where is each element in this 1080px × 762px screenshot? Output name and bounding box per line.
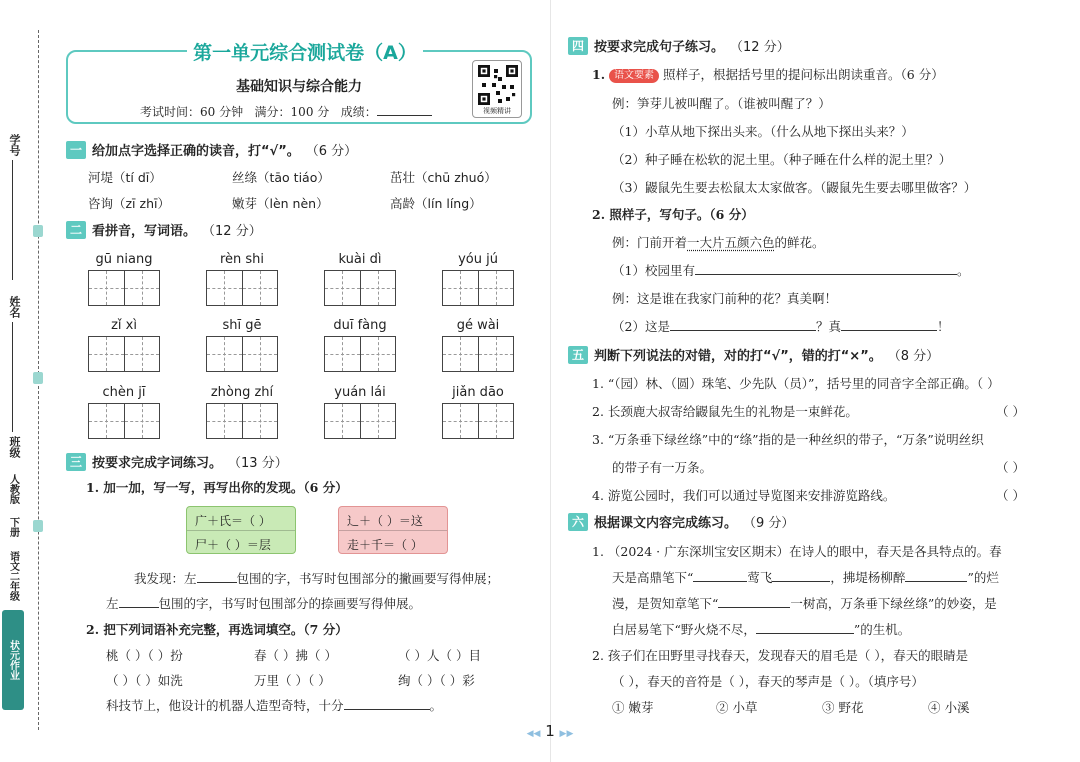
pinyin-label: jiǎn dāo xyxy=(452,385,504,400)
writing-grid[interactable] xyxy=(206,336,278,372)
poem-text: ，拂堤杨柳醉 xyxy=(830,570,906,585)
section-number: 三 xyxy=(66,453,86,471)
section-points: （6 分） xyxy=(305,144,358,159)
page-title: 第一单元综合测试卷（A） xyxy=(187,38,423,65)
pinyin-label: rèn shi xyxy=(219,252,265,267)
section-2-header xyxy=(66,220,262,239)
writing-grid[interactable] xyxy=(324,336,396,372)
question-text: 照样子，根据括号里的提问标出朗读重音。（6 分） xyxy=(663,67,944,82)
page-subtitle: 基础知识与综合能力 xyxy=(236,79,362,95)
stress-item[interactable]: （1）小草从地下探出头来。（什么从地下探出头来？） xyxy=(612,124,914,139)
student-id-label: 学号 xyxy=(8,134,21,156)
choice-item[interactable]: 丝绦（tāo tiáo） xyxy=(232,170,330,185)
item-text: ！ xyxy=(936,319,950,334)
poem-text: 白居易笔下“野火烧不尽， xyxy=(612,622,756,637)
item-text: （1）校园里有 xyxy=(612,263,695,278)
margin-mark xyxy=(33,372,43,384)
brand-volume: 下册 xyxy=(7,517,19,537)
section-title: 根据课文内容完成练习。 xyxy=(594,516,738,531)
stress-item[interactable]: （2）种子睡在松软的泥土里。（种子睡在什么样的泥土里？） xyxy=(612,152,952,167)
question-3-2: 2. 把下列词语补充完整，再选词填空。（7 分） xyxy=(86,622,348,637)
section-title: 判断下列说法的对错，对的打“√”，错的打“×”。 xyxy=(594,349,882,364)
answer-blank[interactable] xyxy=(695,263,957,275)
qr-label: 视频精讲 xyxy=(483,107,511,115)
judge-item[interactable]: 1. “（园）林、（圆）珠笔、少先队（员）”，括号里的同音字全部正确。（ ） xyxy=(592,376,1000,391)
answer-blank[interactable] xyxy=(772,570,830,582)
writing-grid[interactable] xyxy=(442,270,514,306)
writing-grid[interactable] xyxy=(88,336,160,372)
pinyin-label: yóu jú xyxy=(458,252,498,267)
title-band xyxy=(140,38,470,64)
section-number: 六 xyxy=(568,513,588,531)
pinyin-label: kuài dì xyxy=(338,252,382,267)
student-id-line xyxy=(12,160,13,280)
class-label: 班级 xyxy=(8,436,21,458)
judge-item[interactable]: 2. 长颈鹿大叔寄给鼹鼠先生的礼物是一束鲜花。 xyxy=(592,404,858,419)
divider xyxy=(187,530,295,531)
answer-blank[interactable] xyxy=(718,596,790,608)
formula-box-green xyxy=(186,506,296,554)
pinyin-label: shī gē xyxy=(222,318,262,333)
poem-line-1: 1. （2024 · 广东深圳宝安区期末）在诗人的眼中，春天是各具特点的。春 xyxy=(592,544,1002,559)
poem-line-3 xyxy=(612,596,997,611)
pinyin-label: zǐ xì xyxy=(111,318,137,333)
prev-arrow-icon: ◀◀ xyxy=(526,729,541,739)
score-label: 成绩： xyxy=(340,105,377,119)
emphasis-text: 一大片五颜六色 xyxy=(687,235,775,250)
section-title: 给加点字选择正确的读音，打“√”。 xyxy=(92,144,300,159)
writing-grid[interactable] xyxy=(324,270,396,306)
answer-blank[interactable] xyxy=(344,698,430,710)
section-points: （9 分） xyxy=(743,516,795,531)
judge-item[interactable]: 4. 游览公园时，我们可以通过导览图来安排游览路线。 xyxy=(592,488,896,503)
example-sentence-3: 例：这是谁在我家门前种的花？真美啊！ xyxy=(612,291,838,306)
pinyin-label: gū niang xyxy=(95,252,153,267)
poem-text: 天是高鼎笔下“ xyxy=(612,570,694,585)
formula[interactable]: 走＋千＝（ ） xyxy=(347,538,423,552)
score-blank[interactable] xyxy=(377,115,432,116)
page-number: 1 xyxy=(545,722,555,740)
writing-grid[interactable] xyxy=(324,403,396,439)
answer-blank[interactable] xyxy=(841,319,937,331)
example-text: 例：门前开着 xyxy=(612,235,688,250)
binding-margin xyxy=(0,0,60,762)
section-title: 按要求完成字词练习。 xyxy=(92,456,223,471)
exam-time: 考试时间：60 分钟 xyxy=(140,105,244,119)
stress-item[interactable]: （3）鼹鼠先生要去松鼠太太家做客。（鼹鼠先生要去哪里做客？） xyxy=(612,180,977,195)
title-deco-left xyxy=(140,50,185,52)
poem-text: ”的生机。 xyxy=(853,622,911,637)
formula-box-pink xyxy=(338,506,448,554)
finding-line-1 xyxy=(134,571,499,586)
section-4-header xyxy=(568,36,790,55)
writing-grid[interactable] xyxy=(442,336,514,372)
next-arrow-icon: ▶▶ xyxy=(559,729,574,739)
option-item: ② 小草 xyxy=(716,700,758,715)
option-item: ④ 小溪 xyxy=(928,700,970,715)
judge-item[interactable]: 3. “万条垂下绿丝绦”中的“绦”指的是一种丝织的带子，“万条”说明丝织 xyxy=(592,432,984,447)
finding-line-2 xyxy=(106,596,421,611)
section-number: 二 xyxy=(66,221,86,239)
fill-item[interactable]: 桃（ ）（ ）扮 xyxy=(106,648,183,663)
pinyin-label: duī fàng xyxy=(333,318,387,333)
fill-item[interactable]: 春（ ）拂（ ） xyxy=(254,648,337,663)
option-item: ③ 野花 xyxy=(822,700,864,715)
name-label: 姓名 xyxy=(8,296,21,318)
poem-text: 一树高，万条垂下绿丝绦”的妙姿，是 xyxy=(790,596,997,611)
writing-grid[interactable] xyxy=(88,270,160,306)
formula[interactable]: 广＋氏＝（ ） xyxy=(195,514,271,528)
fill-item[interactable]: （ ）人（ ）目 xyxy=(398,648,481,663)
page-footer xyxy=(510,722,590,740)
finding-text: 包围的字，书写时包围部分的撇画要写得伸展； xyxy=(236,571,500,586)
section-6-header xyxy=(568,512,794,531)
write-item-1: （1）校园里有 。 xyxy=(612,263,970,278)
section-points: （13 分） xyxy=(228,456,288,471)
question-3-1: 1. 加一加，写一写，再写出你的发现。（6 分） xyxy=(86,480,348,495)
poem-text: 漫，是贺知章笔下“ xyxy=(612,596,719,611)
choice-item[interactable]: 茁壮（chū zhuó） xyxy=(390,170,497,185)
item-text: （2）这是 xyxy=(612,319,670,334)
section-3-header xyxy=(66,452,288,471)
full-score: 满分：100 分 xyxy=(254,105,330,119)
section-number: 四 xyxy=(568,37,588,55)
tech-sentence: 科技节上，他设计的机器人造型奇特，十分 。 xyxy=(106,698,443,713)
brand-grade: 语文二年级 xyxy=(7,551,19,601)
answer-blank[interactable] xyxy=(670,319,816,331)
judge-paren[interactable]: （ ） xyxy=(996,404,1025,419)
qr-code-icon[interactable] xyxy=(478,65,518,105)
fill-item[interactable]: 绚（ ）（ ）彩 xyxy=(398,673,475,688)
formula[interactable]: 辶＋（ ）＝这 xyxy=(347,514,423,528)
judge-paren[interactable]: （ ） xyxy=(996,460,1025,475)
answer-blank[interactable] xyxy=(197,571,237,583)
divider xyxy=(339,530,447,531)
answer-blank[interactable] xyxy=(119,596,159,608)
section-number: 一 xyxy=(66,141,86,159)
finding-text: 我发现：左 xyxy=(134,571,197,586)
spring-line-1[interactable]: 2. 孩子们在田野里寻找春天，发现春天的眉毛是（ ），春天的眼睛是 xyxy=(592,648,969,663)
margin-mark xyxy=(33,225,43,237)
title-deco-right xyxy=(425,50,470,52)
pinyin-label: chèn jī xyxy=(102,385,146,400)
brand-publisher: 人教版 xyxy=(7,474,19,504)
poem-text: 莺飞 xyxy=(747,570,773,585)
answer-blank[interactable] xyxy=(756,622,854,634)
spring-line-2[interactable]: （ ），春天的音符是（ ），春天的琴声是（ ）。（填序号） xyxy=(612,674,924,689)
answer-blank[interactable] xyxy=(693,570,747,582)
section-5-header xyxy=(568,345,939,364)
finding-text: 左 xyxy=(106,596,119,611)
section-title: 按要求完成句子练习。 xyxy=(594,40,725,55)
fill-item[interactable]: 万里（ ）（ ） xyxy=(254,673,331,688)
question-4-2: 2. 照样子，写句子。（6 分） xyxy=(592,207,754,222)
page-fold xyxy=(550,0,551,762)
item-text: ？真 xyxy=(815,319,841,334)
yuwen-badge: 语文要素 xyxy=(609,69,659,83)
example-sentence-2 xyxy=(612,235,825,250)
section-title: 看拼音，写词语。 xyxy=(92,224,197,239)
section-number: 五 xyxy=(568,346,588,364)
write-item-2 xyxy=(612,319,949,334)
margin-mark xyxy=(33,520,43,532)
answer-blank[interactable] xyxy=(905,570,967,582)
choice-item[interactable]: 河堤（tí dī） xyxy=(88,170,162,185)
writing-grid[interactable] xyxy=(88,403,160,439)
exam-info xyxy=(140,103,432,120)
name-line xyxy=(12,322,13,432)
poem-line-4 xyxy=(612,622,910,637)
section-1-header xyxy=(66,140,357,159)
choice-item[interactable]: 咨询（zī zhī） xyxy=(88,196,170,211)
formula[interactable]: 尸＋（ ）＝层 xyxy=(195,538,271,552)
brand-logo: 状元作业 xyxy=(2,610,24,710)
question-4-1: 1. 语文要素 照样子，根据括号里的提问标出朗读重音。（6 分） xyxy=(592,67,944,82)
section-points: （12 分） xyxy=(730,40,790,55)
example-sentence: 例：笋芽儿被叫醒了。（谁被叫醒了？） xyxy=(612,96,831,111)
choice-item[interactable]: 高龄（lín líng） xyxy=(390,196,482,211)
example-text: 的鲜花。 xyxy=(774,235,825,250)
section-points: （8 分） xyxy=(887,349,940,364)
choice-item[interactable]: 嫩芽（lèn nèn） xyxy=(232,196,329,211)
writing-grid[interactable] xyxy=(206,403,278,439)
writing-grid[interactable] xyxy=(442,403,514,439)
poem-line-2 xyxy=(612,570,999,585)
brand-stack xyxy=(2,470,24,720)
judge-paren[interactable]: （ ） xyxy=(996,488,1025,503)
judge-item-cont: 的带子有一万条。 xyxy=(612,460,713,475)
writing-grid[interactable] xyxy=(206,270,278,306)
poem-text: ”的烂 xyxy=(967,570,999,585)
sentence-text: 科技节上，他设计的机器人造型奇特，十分 xyxy=(106,698,344,713)
fill-item[interactable]: （ ）（ ）如洗 xyxy=(106,673,183,688)
finding-text: 包围的字，书写时包围部分的捺画要写得伸展。 xyxy=(158,596,422,611)
pinyin-label: yuán lái xyxy=(334,385,386,400)
section-points: （12 分） xyxy=(202,224,262,239)
pinyin-label: zhòng zhí xyxy=(210,385,274,400)
qr-box[interactable] xyxy=(472,60,522,118)
option-item: ① 嫩芽 xyxy=(612,700,654,715)
pinyin-label: gé wài xyxy=(456,318,500,333)
